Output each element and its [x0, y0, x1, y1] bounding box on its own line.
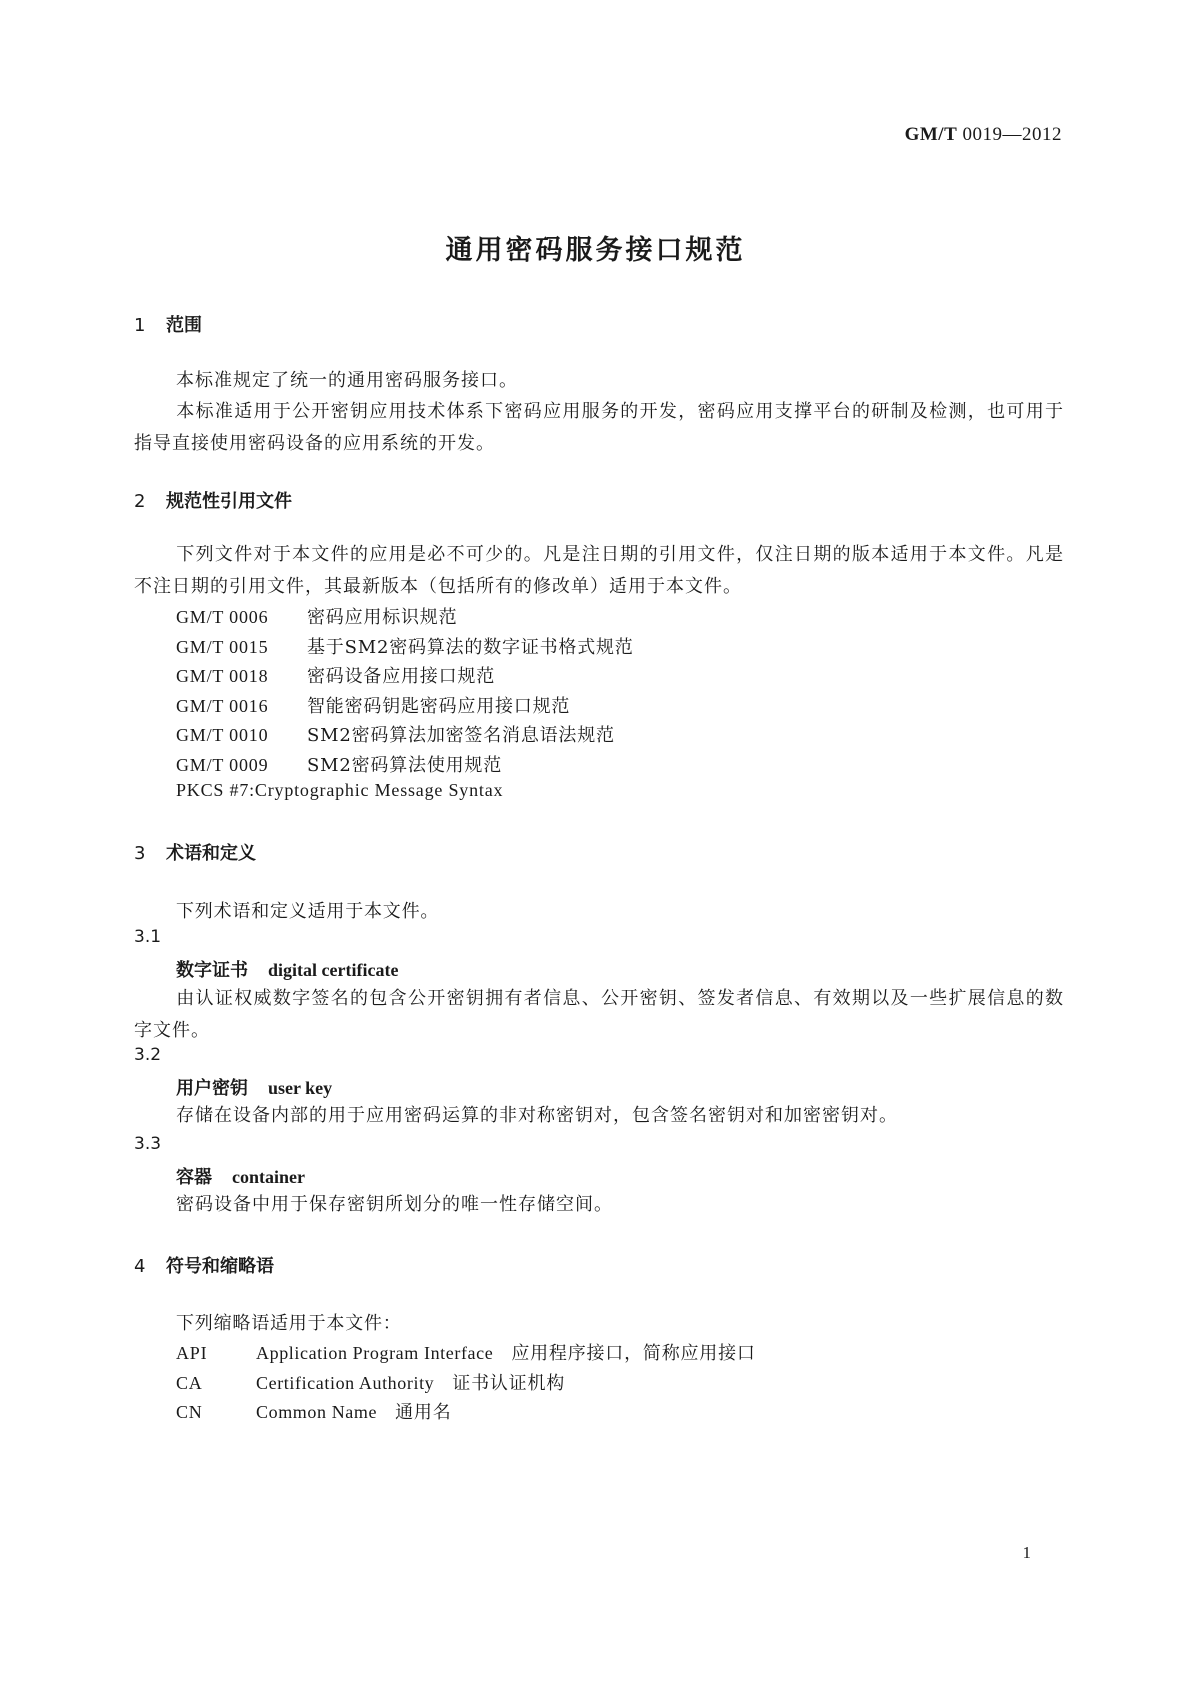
term-definition: 由认证权威数字签名的包含公开密钥拥有者信息、公开密钥、签发者信息、有效期以及一些扩展信息的数字文件。 — [134, 988, 1064, 1041]
reference-item: GM/T 0016 智能密码钥匙密码应用接口规范 — [176, 696, 571, 717]
section-1-heading: 1 范围 — [134, 315, 202, 336]
reference-item: GM/T 0009 SM2密码算法使用规范 — [176, 755, 503, 776]
reference-item: GM/T 0010 SM2密码算法加密签名消息语法规范 — [176, 725, 615, 746]
term-definition: 密码设备中用于保存密钥所划分的唯一性存储空间。 — [176, 1194, 613, 1215]
section-4-intro: 下列缩略语适用于本文件： — [176, 1313, 402, 1334]
document-title: 通用密码服务接口规范 — [445, 235, 746, 266]
reference-item: GM/T 0018 密码设备应用接口规范 — [176, 666, 495, 687]
section-1-para-2: 本标准适用于公开密钥应用技术体系下密码应用服务的开发，密码应用支撑平台的研制及检测，也可用于指导直接使用密码设备的应用系统的开发。 — [134, 401, 1064, 454]
abbreviation-item: CA Certification Authority 证书认证机构 — [176, 1373, 566, 1394]
term-number: 3.3 — [134, 1134, 162, 1154]
reference-item: GM/T 0006 密码应用标识规范 — [176, 607, 458, 628]
term-definition: 存储在设备内部的用于应用密码运算的非对称密钥对，包含签名密钥对和加密密钥对。 — [176, 1105, 898, 1126]
term-number: 3.2 — [134, 1045, 162, 1065]
reference-item: GM/T 0015 基于SM2密码算法的数字证书格式规范 — [176, 637, 634, 658]
section-2-heading: 2 规范性引用文件 — [134, 491, 292, 512]
section-1-para-1: 本标准规定了统一的通用密码服务接口。 — [176, 370, 518, 391]
term-name: 用户密钥 user key — [176, 1078, 333, 1099]
term-name: 容器 container — [176, 1167, 305, 1188]
section-2-intro: 下列文件对于本文件的应用是必不可少的。凡是注日期的引用文件，仅注日期的版本适用于本文件。凡是不注日期的引用文件，其最新版本（包括所有的修改单）适用于本文件。 — [134, 544, 1064, 597]
abbreviation-item: API Application Program Interface 应用程序接口，简称应用接口 — [176, 1343, 756, 1364]
abbreviation-item: CN Common Name 通用名 — [176, 1402, 452, 1423]
standard-code: GM/T 0019—2012 — [904, 124, 1062, 145]
reference-pkcs: PKCS #7:Cryptographic Message Syntax — [176, 780, 504, 800]
page-number: 1 — [1022, 1543, 1031, 1562]
term-number: 3.1 — [134, 927, 162, 947]
section-3-heading: 3 术语和定义 — [134, 843, 256, 864]
section-4-heading: 4 符号和缩略语 — [134, 1256, 274, 1277]
term-name: 数字证书 digital certificate — [176, 960, 399, 981]
section-3-intro: 下列术语和定义适用于本文件。 — [176, 901, 440, 922]
